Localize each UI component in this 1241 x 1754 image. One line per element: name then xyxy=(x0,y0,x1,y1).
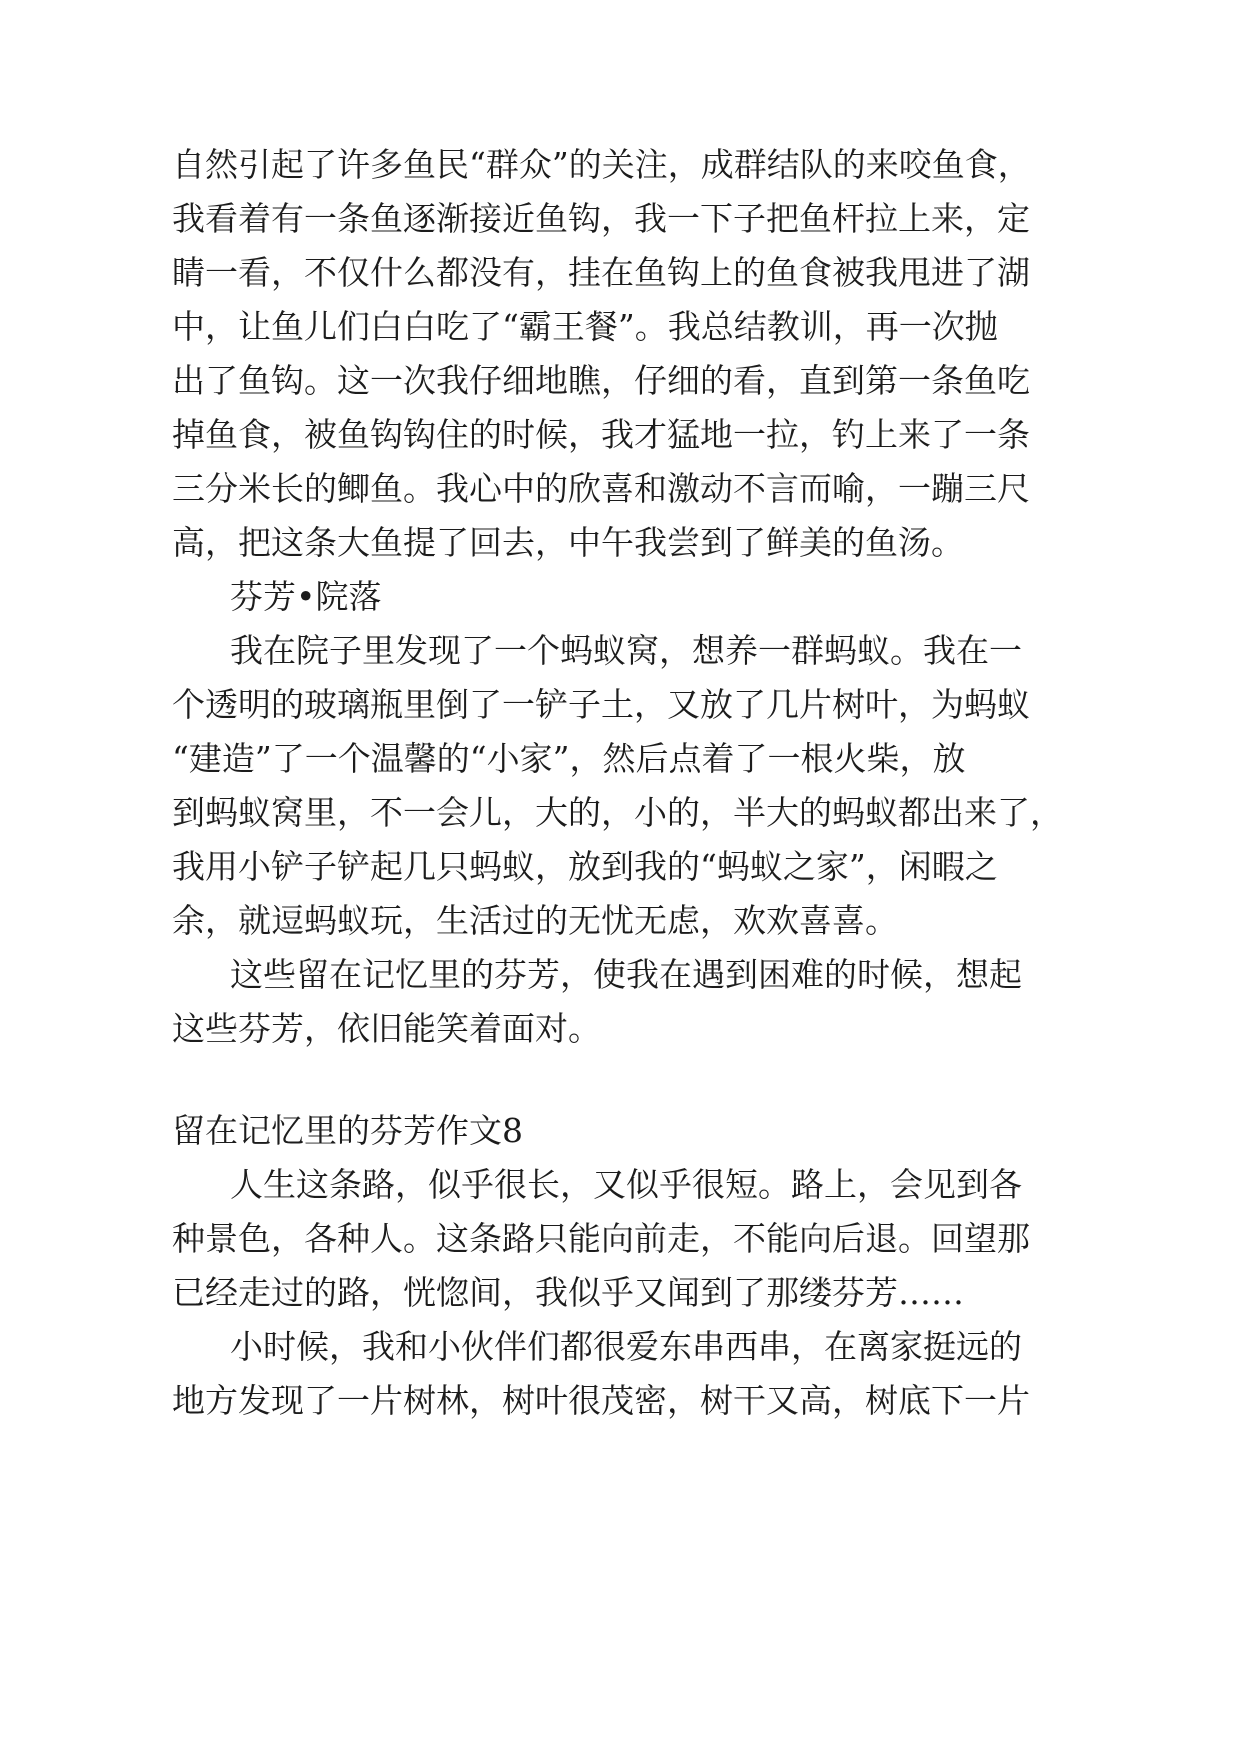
body-text-line: 我看着有一条鱼逐渐接近鱼钩，我一下子把鱼杆拉上来，定 xyxy=(172,199,1030,238)
body-text-line: 中，让鱼儿们白白吃了“霸王餐”。我总结教训，再一次抛 xyxy=(172,307,998,346)
body-text-line: 自然引起了许多鱼民“群众”的关注，成群结队的来咬鱼食， xyxy=(172,145,1031,184)
body-text-line: 小时候，我和小伙伴们都很爱东串西串，在离家挺远的 xyxy=(230,1327,1022,1366)
body-text-line: “建造”了一个温馨的“小家”，然后点着了一根火柴，放 xyxy=(172,739,966,778)
body-text-line: 出了鱼钩。这一次我仔细地瞧，仔细的看，直到第一条鱼吃 xyxy=(172,361,1030,400)
body-text-line: 这些芬芳，依旧能笑着面对。 xyxy=(172,1009,601,1048)
body-text-line: 我用小铲子铲起几只蚂蚁，放到我的“蚂蚁之家”，闲暇之 xyxy=(172,847,998,886)
body-text-line: 个透明的玻璃瓶里倒了一铲子土，又放了几片树叶，为蚂蚁 xyxy=(172,685,1030,724)
body-text-line: 高，把这条大鱼提了回去，中午我尝到了鲜美的鱼汤。 xyxy=(172,523,964,562)
article-title: 留在记忆里的芬芳作文8 xyxy=(172,1111,523,1150)
body-text-line: 已经走过的路，恍惚间，我似乎又闻到了那缕芬芳…… xyxy=(172,1273,964,1312)
body-text-line: 人生这条路，似乎很长，又似乎很短。路上，会见到各 xyxy=(230,1165,1022,1204)
body-text-line: 地方发现了一片树林，树叶很茂密，树干又高，树底下一片 xyxy=(172,1381,1030,1420)
body-text-line: 到蚂蚁窝里，不一会儿，大的，小的，半大的蚂蚁都出来了， xyxy=(172,793,1063,832)
body-text-line: 睛一看，不仅什么都没有，挂在鱼钩上的鱼食被我甩进了湖 xyxy=(172,253,1030,292)
body-text-line: 这些留在记忆里的芬芳，使我在遇到困难的时候，想起 xyxy=(230,955,1022,994)
body-text-line: 掉鱼食，被鱼钩钩住的时候，我才猛地一拉，钓上来了一条 xyxy=(172,415,1030,454)
body-text-line: 余，就逗蚂蚁玩，生活过的无忧无虑，欢欢喜喜。 xyxy=(172,901,898,940)
section-heading: 芬芳•院落 xyxy=(230,577,382,616)
body-text-line: 种景色，各种人。这条路只能向前走，不能向后退。回望那 xyxy=(172,1219,1030,1258)
body-text-line: 三分米长的鲫鱼。我心中的欣喜和激动不言而喻，一蹦三尺 xyxy=(172,469,1030,508)
body-text-line: 我在院子里发现了一个蚂蚁窝，想养一群蚂蚁。我在一 xyxy=(230,631,1022,670)
